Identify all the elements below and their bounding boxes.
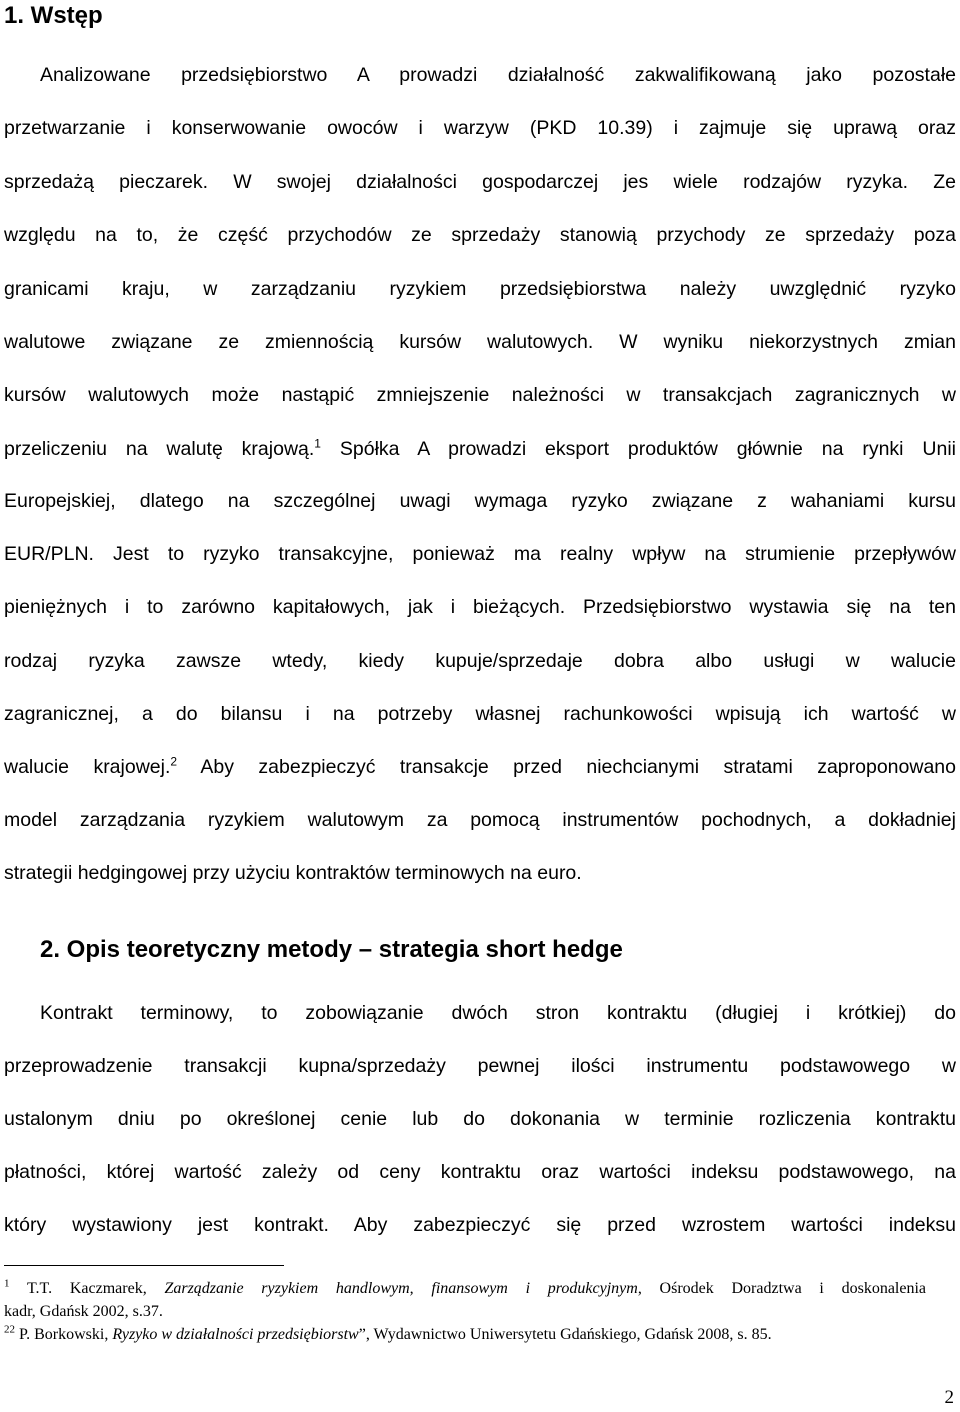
- page-number: 2: [944, 1387, 954, 1408]
- paragraph-line: Analizowane przedsiębiorstwo A prowadzi działalność zakwalifikowaną jako pozostałe: [40, 64, 956, 86]
- paragraph-line: [4, 438, 956, 461]
- paragraph-line: przeprowadzenie transakcji kupna/sprzedaży pewnej ilości instrumentu podstawowego w: [4, 1055, 956, 1077]
- paragraph-line: [4, 756, 956, 779]
- footnote-author: T.T. Kaczmarek,: [9, 1280, 165, 1297]
- footnote-number: 1: [4, 1277, 10, 1290]
- paragraph-line: strategii hedgingowej przy użyciu kontraktów terminowych na euro.: [4, 862, 582, 884]
- footnote-ref-1: 1: [314, 436, 321, 451]
- paragraph-line: pieniężnych i to zarówno kapitałowych, jak i bieżących. Przedsiębiorstwo wystawia się na ten: [4, 596, 956, 618]
- section-2-heading: 2. Opis teoretyczny metody – strategia short hedge: [40, 936, 623, 963]
- paragraph-line: model zarządzania ryzykiem walutowym za pomocą instrumentów pochodnych, a dokładniej: [4, 809, 956, 831]
- paragraph-line: zagranicznej, a do bilansu i na potrzeby własnej rachunkowości wpisują ich wartość w: [4, 703, 956, 725]
- paragraph-text: przeliczeniu na walutę krajową.: [4, 438, 315, 460]
- footnote-title: Ryzyko w działalności przedsiębiorstw: [112, 1326, 359, 1343]
- footnote-ref-2: 2: [170, 754, 178, 769]
- paragraph-line: przetwarzanie i konserwowanie owoców i warzyw (PKD 10.39) i zajmuje się uprawą oraz: [4, 117, 956, 139]
- footnote-title: Zarządzanie ryzykiem handlowym, finansowym i produkcyjnym: [164, 1280, 638, 1297]
- paragraph-line: płatności, której wartość zależy od ceny kontraktu oraz wartości indeksu podstawowego, na: [4, 1161, 956, 1183]
- footnote-author: P. Borkowski,: [15, 1326, 113, 1343]
- paragraph-line: sprzedażą pieczarek. W swojej działalności gospodarczej jes wiele rodzajów ryzyka. Ze: [4, 171, 956, 193]
- footnote-source: ”, Wydawnictwo Uniwersytetu Gdańskiego, Gdańsk 2008, s. 85.: [358, 1326, 772, 1343]
- footnote-separator: [4, 1265, 284, 1266]
- paragraph-line: granicami kraju, w zarządzaniu ryzykiem przedsiębiorstwa należy uwzględnić ryzyko: [4, 278, 956, 300]
- paragraph-text: walucie krajowej.: [4, 756, 171, 778]
- paragraph-line: ustalonym dniu po określonej cenie lub do dokonania w terminie rozliczenia kontraktu: [4, 1108, 956, 1130]
- section-1-heading: 1. Wstęp: [4, 2, 103, 29]
- paragraph-line: walutowe związane ze zmiennością kursów walutowych. W wyniku niekorzystnych zmian: [4, 331, 956, 353]
- paragraph-line: który wystawiony jest kontrakt. Aby zabezpieczyć się przed wzrostem wartości indeksu: [4, 1214, 956, 1236]
- paragraph-text: Spółka A prowadzi eksport produktów głównie na rynki Unii: [320, 438, 956, 460]
- paragraph-line: EUR/PLN. Jest to ryzyko transakcyjne, ponieważ ma realny wpływ na strumienie przepływów: [4, 543, 956, 565]
- paragraph-line: Europejskiej, dlatego na szczególnej uwagi wymaga ryzyko związane z wahaniami kursu: [4, 490, 956, 512]
- footnote-number: 22: [4, 1323, 15, 1336]
- paragraph-line: Kontrakt terminowy, to zobowiązanie dwóch stron kontraktu (długiej i krótkiej) do: [40, 1002, 956, 1024]
- paragraph-text: Aby zabezpieczyć transakcje przed niechcianymi stratami zaproponowano: [177, 756, 956, 778]
- paragraph-line: kursów walutowych może nastąpić zmniejszenie należności w transakcjach zagranicznych w: [4, 384, 956, 406]
- paragraph-line: względu na to, że część przychodów ze sprzedaży stanowią przychody ze sprzedaży poza: [4, 224, 956, 246]
- footnote-1: [4, 1277, 927, 1298]
- footnote-1-continued: kadr, Gdańsk 2002, s.37.: [4, 1303, 163, 1320]
- footnote-source: , Ośrodek Doradztwa i doskonalenia: [637, 1280, 927, 1297]
- paragraph-line: rodzaj ryzyka zawsze wtedy, kiedy kupuje/sprzedaje dobra albo usługi w walucie: [4, 650, 956, 672]
- footnote-2: [4, 1323, 772, 1344]
